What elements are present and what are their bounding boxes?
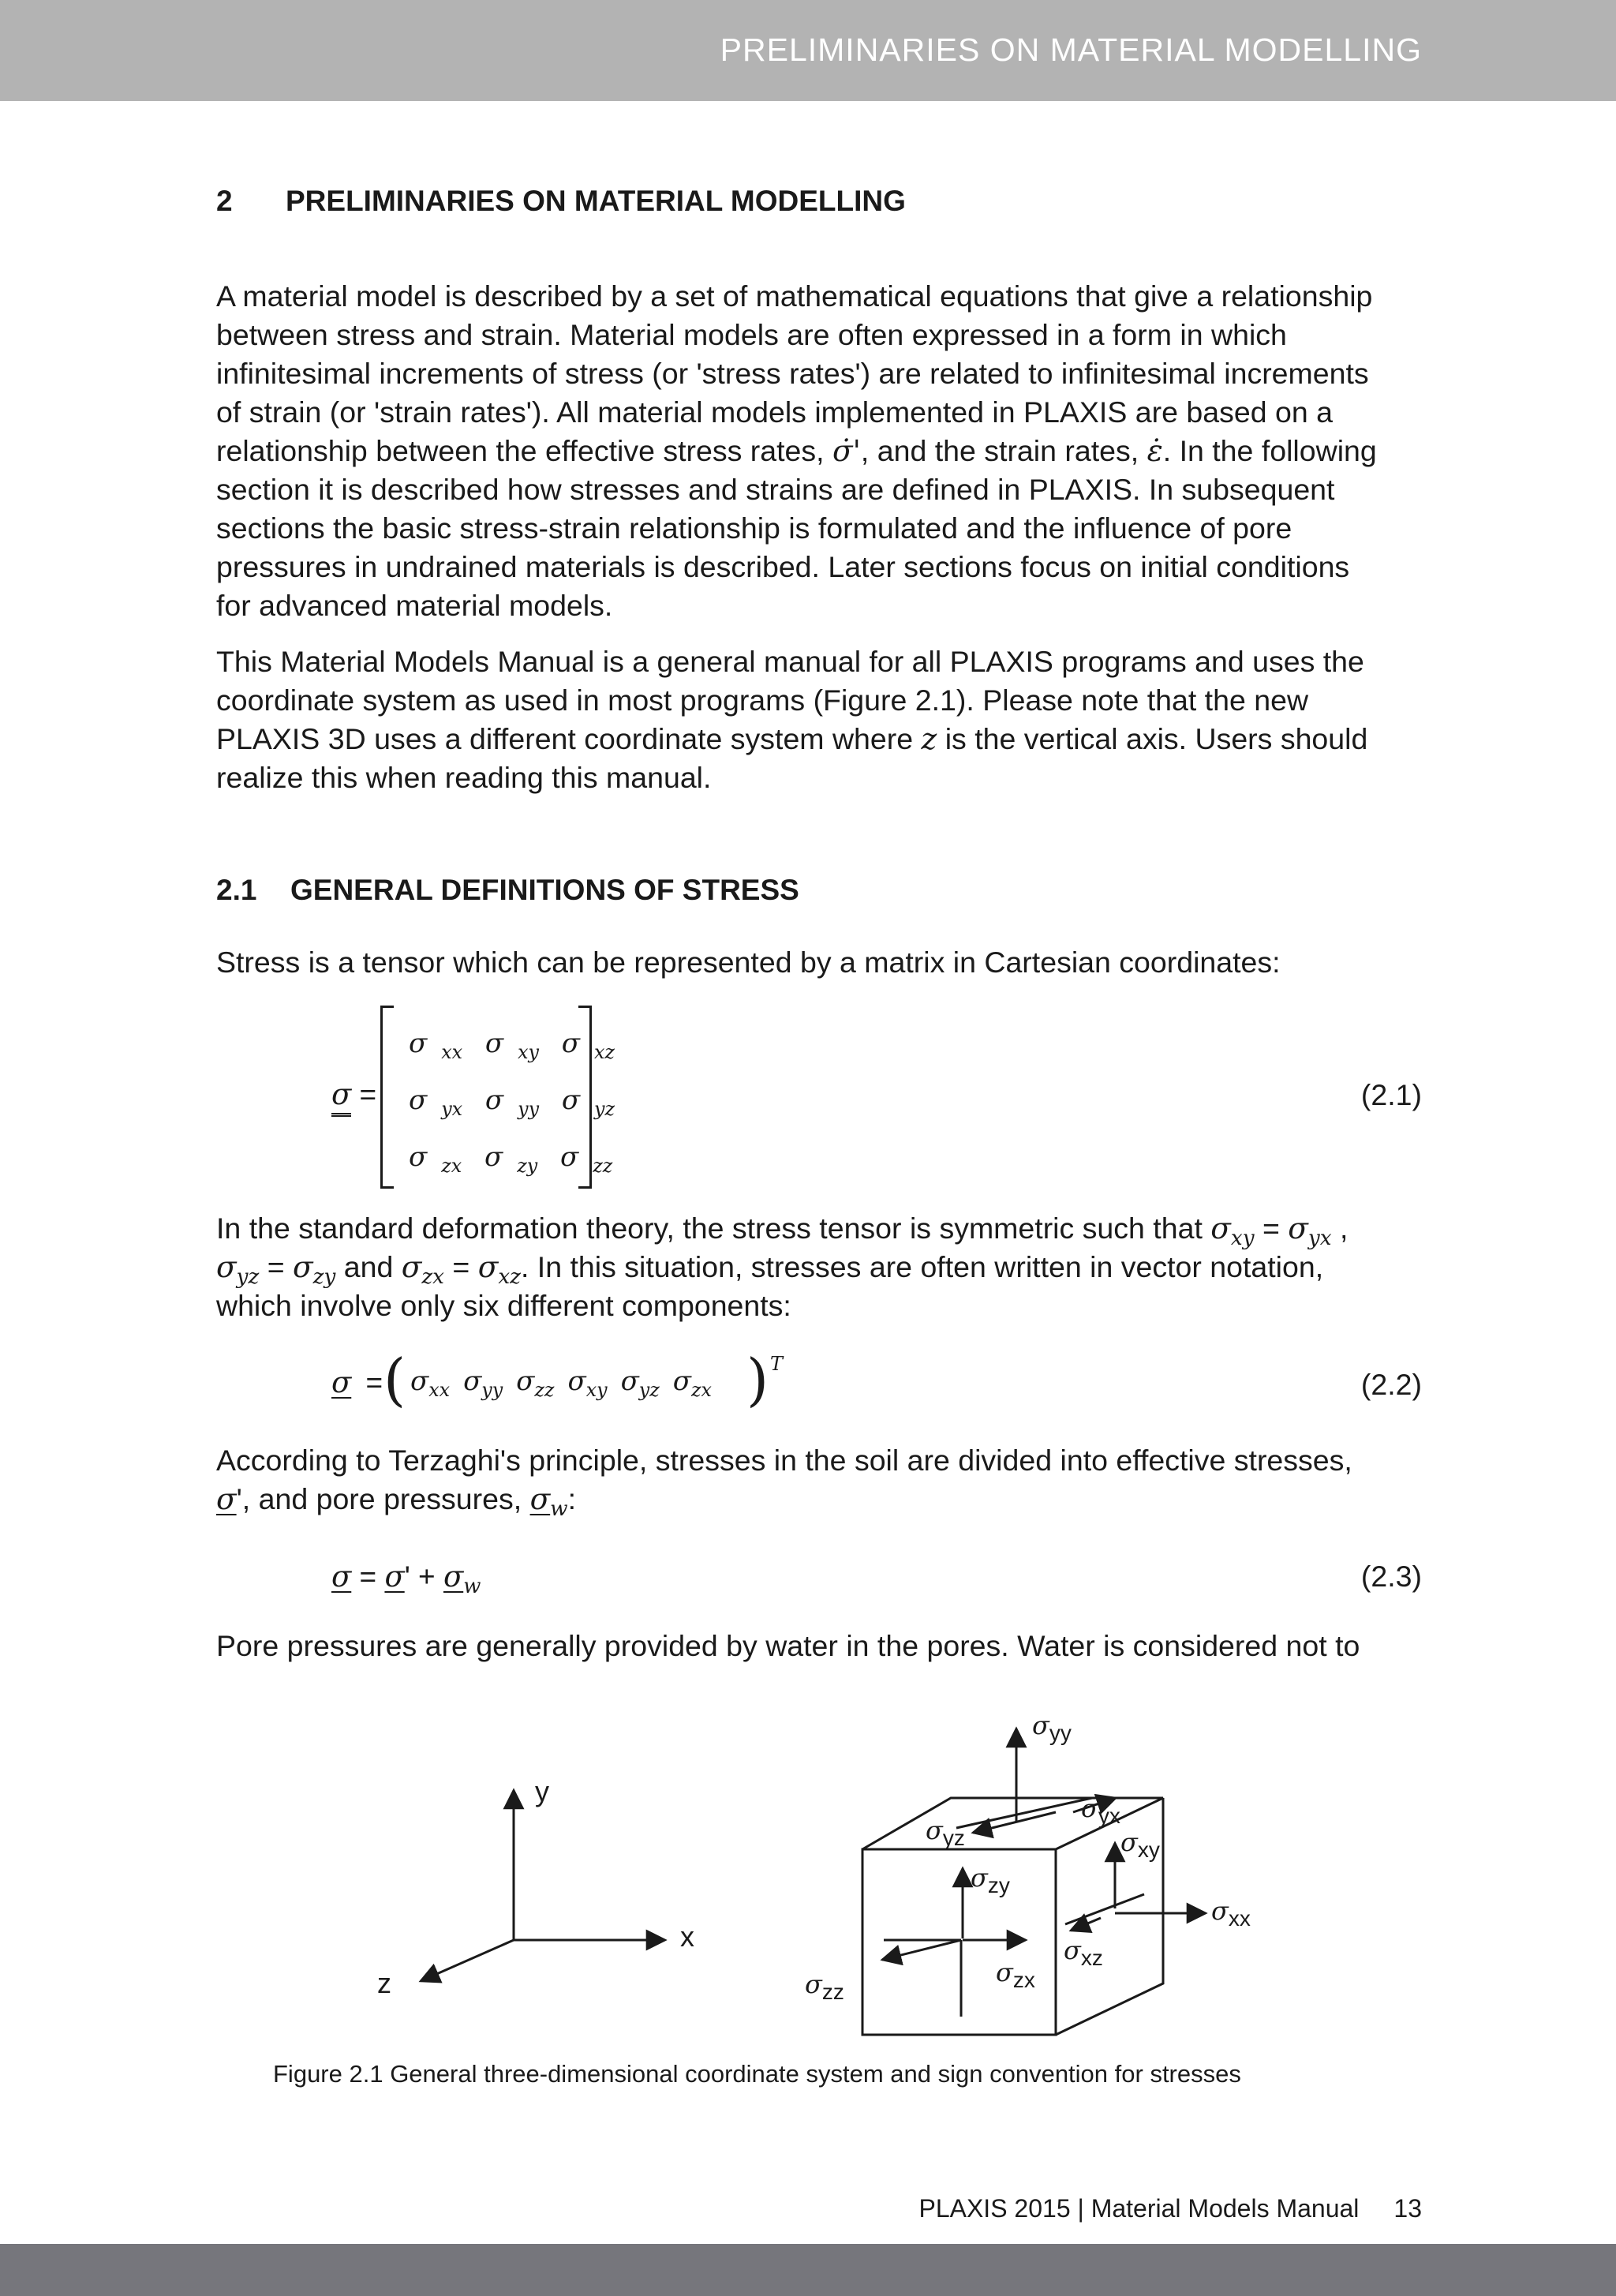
transpose-mark: T [770, 1353, 784, 1375]
sigma-xz-label: σxz [1064, 1935, 1103, 1970]
stress-vector-symbol: σ [331, 1365, 352, 1399]
text-line: of strain (or 'strain rates'). All material models implemented in PLAXIS are based on a [216, 395, 1333, 429]
text-line: realize this when reading this manual. [216, 761, 712, 794]
stress-rate-symbol: σ̇' [832, 433, 861, 468]
text-span: relationship between the effective stress rates, [216, 434, 832, 467]
cube-front-face [862, 1849, 1056, 2035]
matrix-entry: σ $_{xx}$ [409, 1028, 463, 1063]
equals-sign: = [365, 1366, 383, 1399]
sigma-zy-label: σzy [971, 1863, 1010, 1897]
text-line: This Material Models Manual is a general manual for all PLAXIS programs and uses the [216, 645, 1364, 678]
close-paren: ) [746, 1347, 769, 1413]
page-footer [918, 2194, 1422, 2223]
text-line: infinitesimal increments of stress (or 'stress rates') are related to infinitesimal increments [216, 357, 1369, 390]
text-line: which involve only six different components: [216, 1289, 791, 1322]
equation-number: (2.2) [1360, 1368, 1422, 1401]
sigma-xx-label: σxx [1211, 1896, 1251, 1931]
text-span: , and the strain rates, [860, 434, 1147, 467]
matrix-entry: σ $_{yx}$ [409, 1084, 463, 1120]
text-line: According to Terzaghi's principle, stresses in the soil are divided into effective stresses, [216, 1444, 1352, 1477]
matrix-entry: σ $_{xy}$ [484, 1028, 539, 1063]
text-line: pressures in undrained materials is described. Later sections focus on initial conditions [216, 550, 1350, 583]
figure-caption: Figure 2.1 General three-dimensional coordinate system and sign convention for stresses [273, 2060, 1241, 2088]
z-symbol: z [921, 721, 937, 756]
matrix-entry: σ $_{yy}$ [484, 1084, 540, 1120]
text-line: $\sigma_{yz} = \sigma_{zy}$ and $\sigma_{zx} = \sigma_{xz}$. In this situation, stresses are often written in vector notation, [216, 1249, 1324, 1289]
sigma-xy-label: σxy [1120, 1827, 1160, 1862]
eq3: $\sigma = \sigma' + \sigma_w$ [331, 1560, 481, 1598]
sigma-zz-arrow [882, 1940, 961, 1960]
matrix-entry: σ $_{zy}$ [484, 1141, 538, 1177]
text-line: A material model is described by a set of mathematical equations that give a relationship [216, 279, 1373, 313]
running-header: PRELIMINARIES ON MATERIAL MODELLING [720, 32, 1422, 68]
side-shear-line [1065, 1894, 1144, 1924]
cube-side-face [1056, 1798, 1163, 2035]
x-axis-label: x [680, 1920, 694, 1953]
footer-band [0, 2244, 1616, 2296]
sigma-yz-label: σyz [926, 1815, 965, 1850]
chapter-title: PRELIMINARIES ON MATERIAL MODELLING [286, 185, 906, 217]
text-line: between stress and strain. Material models are often expressed in a form in which [216, 318, 1287, 351]
matrix-entry: σ $_{yz}$ [561, 1084, 615, 1120]
section-title: GENERAL DEFINITIONS OF STRESS [290, 874, 799, 906]
z-axis-label: z [377, 1967, 391, 1999]
sigma-yx-label: σyx [1081, 1793, 1120, 1828]
sigma-yy-label: σyy [1032, 1710, 1072, 1745]
z-axis-arrow [421, 1940, 514, 1981]
vector-components: $\sigma_{xx}$ $\sigma_{yy}$ $\sigma_{zz}$ $\sigma_{xy}$ $\sigma_{yz}$ $\sigma_{zx}$ [410, 1365, 712, 1401]
equation-number: (2.3) [1360, 1560, 1422, 1593]
text-line: for advanced material models. [216, 589, 613, 622]
text-line: In the standard deformation theory, the stress tensor is symmetric such that $\sigma_{xy} = \sigma_{yx}$ , [216, 1211, 1349, 1250]
open-paren: ( [383, 1347, 406, 1413]
sigma-zx-label: σzx [996, 1957, 1035, 1992]
matrix-entry: σ $_{zz}$ [560, 1141, 613, 1177]
footer-title: PLAXIS 2015 | Material Models Manual [918, 2194, 1360, 2223]
text-span: . In the following [1162, 434, 1377, 467]
text-line: section it is described how stresses and strains are defined in PLAXIS. In subsequent [216, 473, 1335, 506]
text-span: is the vertical axis. Users should [937, 722, 1368, 755]
text-line: sections the basic stress-strain relationship is formulated and the influence of pore [216, 511, 1292, 545]
section-number: 2.1 [216, 874, 257, 906]
top-shear-line [956, 1798, 1092, 1828]
strain-rate-symbol: ε̇ [1147, 433, 1163, 468]
chapter-number: 2 [216, 185, 233, 217]
equals-sign: = [359, 1078, 377, 1111]
sigma-zz-label: σzz [805, 1969, 844, 2004]
text-line: σ', and pore pressures, $\sigma_w$: [216, 1481, 577, 1521]
stress-tensor-symbol: σ [331, 1077, 351, 1117]
text-line: Pore pressures are generally provided by water in the pores. Water is considered not to [216, 1629, 1360, 1662]
y-axis-label: y [535, 1775, 549, 1807]
page-number: 13 [1393, 2194, 1422, 2223]
matrix-entry: σ $_{xz}$ [561, 1028, 615, 1063]
matrix-entry: σ $_{zx}$ [409, 1141, 462, 1177]
text-span: PLAXIS 3D uses a different coordinate system where [216, 722, 922, 755]
text-line: coordinate system as used in most programs (Figure 2.1). Please note that the new [216, 684, 1309, 717]
equation-number: (2.1) [1360, 1078, 1422, 1111]
text-line: Stress is a tensor which can be represented by a matrix in Cartesian coordinates: [216, 946, 1281, 979]
